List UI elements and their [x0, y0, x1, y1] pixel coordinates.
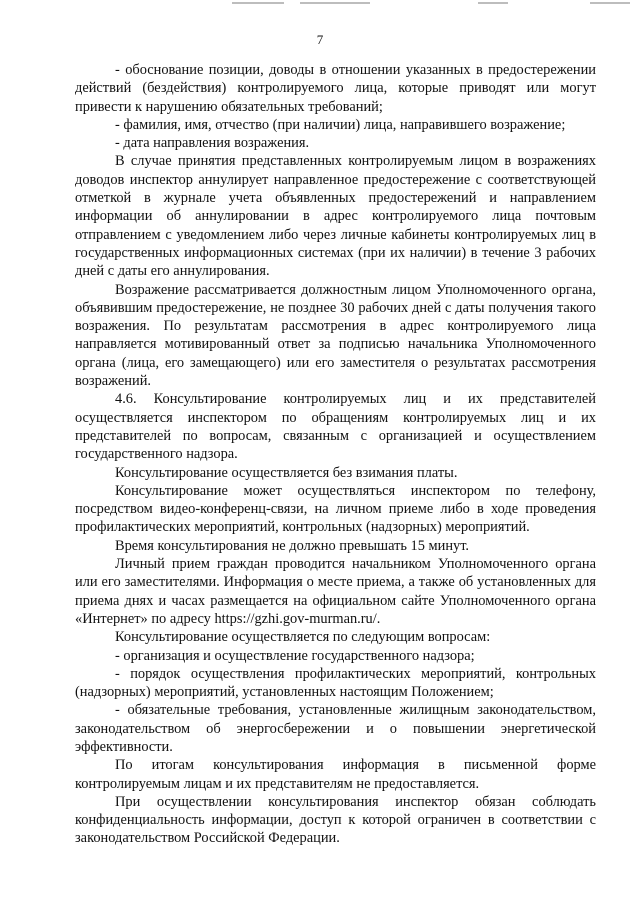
paragraph: По итогам консультирования информация в письменной форме контролируемым лицам и их представителям не предоставляется.	[75, 757, 596, 792]
paragraph: - дата направления возражения.	[115, 135, 310, 152]
paragraph: Консультирование может осуществляться инспектором по телефону, посредством видео-конференц-связи, на личном приеме либо в ходе проведения профилактических мероприятий, контрольных (надзорных) мероприятий.	[75, 482, 596, 536]
list-item: - организация и осуществление государственного надзора;	[115, 647, 475, 664]
paragraph: В случае принятия представленных контролируемым лицом в возражениях доводов инспектор аннулирует направленное предостережение с соответствующей отметкой в журнале учета объявленных предостережений и направлением информации об аннулировании в адрес контролируемого лица почтовым отправлением с уведомлением либо через личные кабинеты контролируемых лиц в государственных информационных системах (при их наличии) в течение 3 рабочих дней с даты его аннулирования.	[75, 153, 596, 280]
paragraph: Возражение рассматривается должностным лицом Уполномоченного органа, объявившим предостережение, не позднее 30 рабочих дней с даты получения такого возражения. По результатам рассмотрения в адрес контролируемого лица направляется мотивированный ответ за подписью начальника Уполномоченного органа (лица, его замещающего) или его заместителя о результатах рассмотрения возражений.	[75, 281, 596, 390]
page-number: 7	[316, 32, 324, 47]
scan-top-marks	[0, 0, 640, 8]
list-item: - порядок осуществления профилактических мероприятий, контрольных (надзорных) мероприятий, установленных настоящим Положением;	[75, 665, 596, 701]
paragraph: Время консультирования не должно превышать 15 минут.	[115, 537, 470, 554]
paragraph: Личный прием граждан проводится начальником Уполномоченного органа или его заместителями. Информация о месте приема, а также об установленных для приема днях и часах размещается на официальном сайте Уполномоченного органа «Интернет» по адресу https://gzhi.gov-murman.ru/.	[75, 556, 596, 627]
paragraph: При осуществлении консультирования инспектор обязан соблюдать конфиденциальность информации, доступ к которой ограничен в соответствии с законодательством Российской Федерации.	[75, 793, 596, 847]
document-body	[75, 61, 596, 848]
paragraph: Консультирование осуществляется без взимания платы.	[115, 464, 458, 481]
paragraph: Консультирование осуществляется по следующим вопросам:	[115, 629, 491, 646]
paragraph: 4.6. Консультирование контролируемых лиц и их представителей осуществляется инспектором по обращениям контролируемых лиц и их представителей по вопросам, связанным с организацией и осуществлением государственного надзора.	[75, 391, 596, 463]
paragraph: - фамилия, имя, отчество (при наличии) лица, направившего возражение;	[115, 116, 566, 133]
list-item: - обязательные требования, установленные жилищным законодательством, законодательством об энергосбережении и о повышении энергетической эффективности.	[75, 702, 596, 755]
paragraph: - обоснование позиции, доводы в отношении указанных в предостережении действий (бездействия) контролируемого лица, которые приводят или могут привести к нарушению обязательных требований;	[75, 62, 596, 115]
